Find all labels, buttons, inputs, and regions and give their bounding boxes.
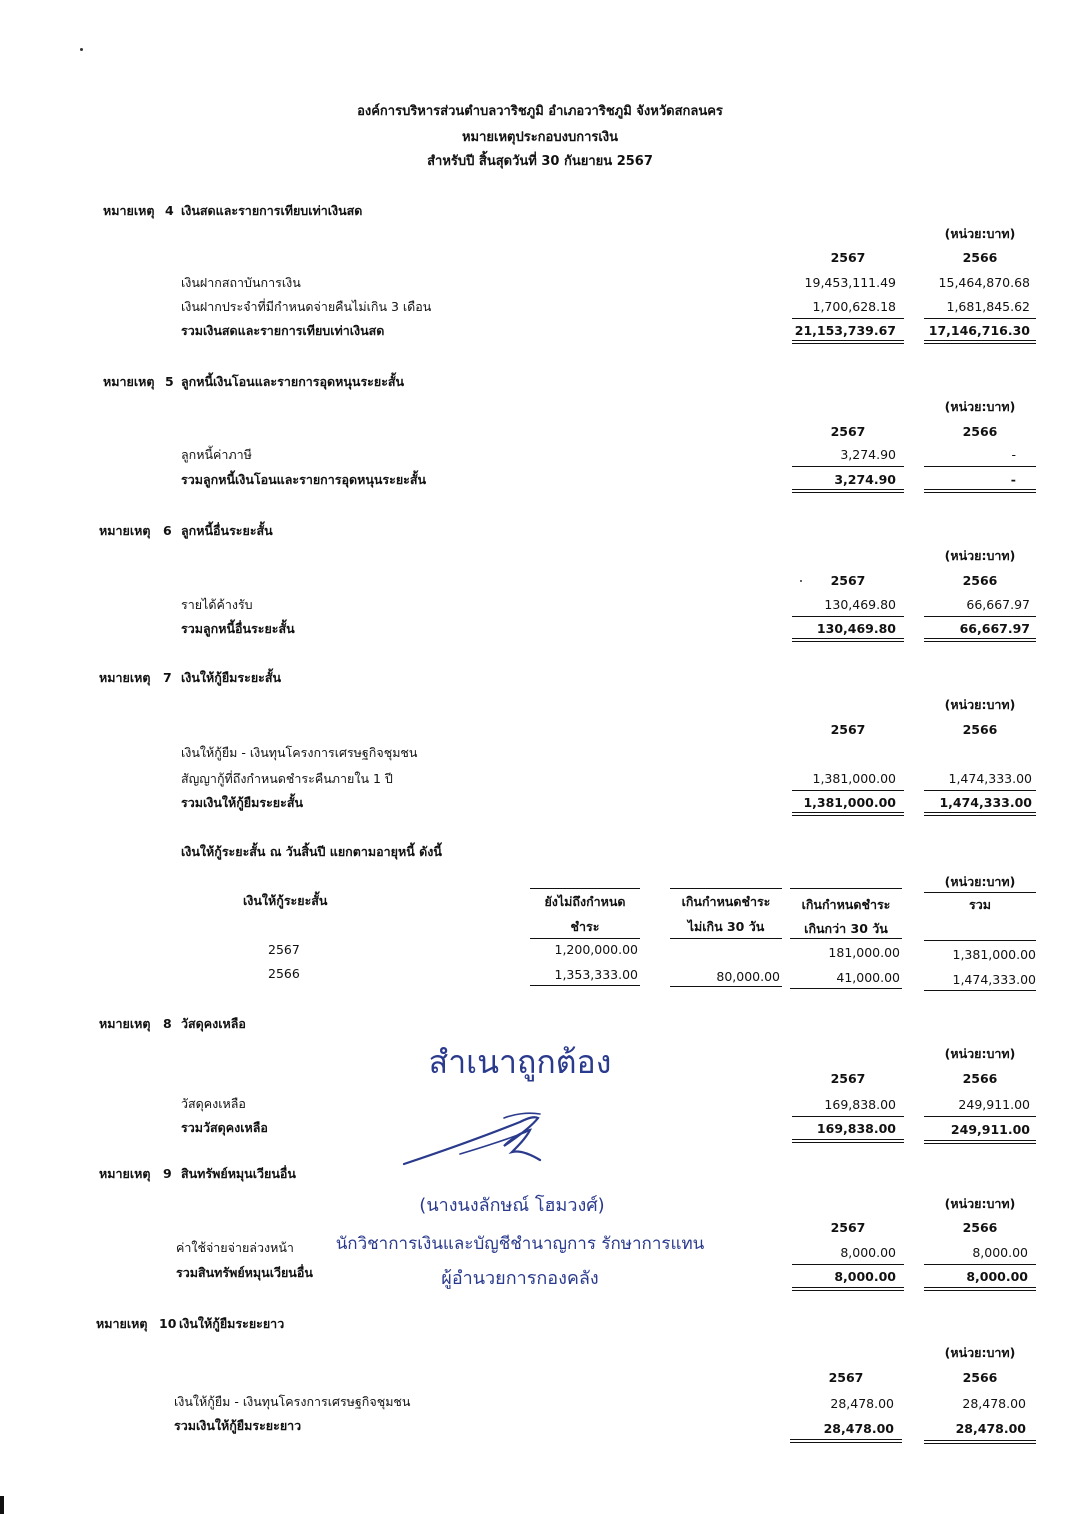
col-top-rule [790, 888, 902, 889]
total-previous: 28,478.00 [955, 1421, 1026, 1436]
scan-speck [80, 48, 83, 51]
row-label: ลูกหนี้ค่าภาษี [181, 447, 252, 462]
subtotal-rule [924, 1264, 1036, 1265]
note-label: หมายเหตุ [99, 523, 151, 538]
value-previous: - [1011, 447, 1016, 462]
col-top-rule [670, 888, 782, 889]
year-header-current: 2567 [830, 250, 866, 265]
note-title: ลูกหนี้อื่นระยะสั้น [181, 523, 273, 538]
total-current: 1,381,000.00 [803, 795, 896, 810]
total-double-rule [924, 340, 1036, 344]
aging-c4: 1,474,333.00 [952, 972, 1036, 987]
note-title: วัสดุคงเหลือ [181, 1016, 246, 1031]
total-label: รวมเงินให้กู้ยืมระยะสั้น [181, 795, 304, 810]
aging-end-rule [924, 990, 1036, 991]
year-header-current: 2567 [830, 1071, 866, 1086]
col-bottom-rule [670, 938, 782, 939]
certified-copy-text: สำเนาถูกต้อง [428, 1043, 612, 1081]
row-label: วัสดุคงเหลือ [181, 1096, 246, 1111]
subtotal-rule [792, 1116, 904, 1117]
aging-row-header: เงินให้กู้ระยะสั้น [243, 893, 328, 908]
note-label: หมายเหตุ [103, 374, 155, 389]
total-double-rule [924, 1440, 1036, 1444]
total-current: 28,478.00 [823, 1421, 894, 1436]
doc-title: หมายเหตุประกอบงบการเงิน [461, 130, 619, 145]
header-rule [924, 892, 1036, 893]
aging-col1-line1: ยังไม่ถึงกำหนด [544, 894, 626, 909]
aging-col2-line2: ไม่เกิน 30 วัน [687, 919, 765, 934]
value-previous: 28,478.00 [962, 1396, 1026, 1411]
note-number: 10 [159, 1316, 177, 1331]
note-number: 8 [163, 1016, 172, 1031]
aging-c1: 1,200,000.00 [554, 942, 638, 957]
note-label: หมายเหตุ [103, 203, 155, 218]
total-current: 21,153,739.67 [794, 323, 896, 338]
note-title: สินทรัพย์หมุนเวียนอื่น [181, 1166, 296, 1181]
total-label: รวมสินทรัพย์หมุนเวียนอื่น [176, 1265, 313, 1280]
value-current: 169,838.00 [824, 1097, 896, 1112]
total-current: 130,469.80 [816, 621, 896, 636]
org-title: องค์การบริหารส่วนตำบลวาริชภูมิ อำเภอวาริชภูมิ จังหวัดสกลนคร [357, 104, 723, 119]
year-header-previous: 2566 [962, 722, 998, 737]
unit-label: (หน่วย:บาท) [944, 548, 1016, 563]
row-label: รายได้ค้างรับ [181, 597, 253, 612]
total-previous: 249,911.00 [950, 1122, 1030, 1137]
note-title: เงินให้กู้ยืมระยะสั้น [181, 670, 282, 685]
value-previous: 66,667.97 [966, 597, 1030, 612]
note-number: 9 [163, 1166, 172, 1181]
year-header-previous: 2566 [962, 424, 998, 439]
col-top-rule [530, 888, 640, 889]
value-current: 19,453,111.49 [804, 275, 896, 290]
subtotal-rule [924, 616, 1036, 617]
col-bottom-rule [790, 938, 902, 939]
year-header-current: 2567 [830, 424, 866, 439]
unit-label: (หน่วย:บาท) [944, 1345, 1016, 1360]
unit-label: (หน่วย:บาท) [944, 1046, 1016, 1061]
row-label: สัญญากู้ที่ถึงกำหนดชำระคืนภายใน 1 ปี [181, 771, 393, 786]
aging-col1-line2: ชำระ [570, 919, 600, 934]
year-header-current: 2567 [830, 1220, 866, 1235]
subtotal-rule [924, 1116, 1036, 1117]
row-label: เงินฝากประจำที่มีกำหนดจ่ายคืนไม่เกิน 3 เดือน [181, 299, 432, 314]
aging-c1: 1,353,333.00 [554, 967, 638, 982]
subtotal-rule [924, 790, 1036, 791]
note-number: 7 [163, 670, 172, 685]
signer-department: ผู้อำนวยการกองคลัง [441, 1268, 599, 1289]
subtotal-rule [924, 466, 1036, 467]
year-header-current: 2567 [828, 1370, 864, 1385]
total-double-rule [792, 489, 904, 493]
value-previous: 15,464,870.68 [938, 275, 1030, 290]
scan-edge-mark [0, 1496, 4, 1514]
unit-label: (หน่วย:บาท) [944, 1196, 1016, 1211]
unit-label: (หน่วย:บาท) [944, 874, 1016, 889]
value-current: 1,700,628.18 [812, 299, 896, 314]
year-header-previous: 2566 [962, 250, 998, 265]
total-previous: 66,667.97 [959, 621, 1030, 636]
aging-end-rule [530, 985, 640, 986]
value-previous: 249,911.00 [958, 1097, 1030, 1112]
unit-label: (หน่วย:บาท) [944, 226, 1016, 241]
year-header-previous: 2566 [962, 1220, 998, 1235]
aging-c3: 181,000.00 [828, 945, 900, 960]
signature-icon [400, 1108, 560, 1170]
total-double-rule [924, 1140, 1036, 1144]
unit-label: (หน่วย:บาท) [944, 399, 1016, 414]
note-number: 5 [165, 374, 174, 389]
value-current: 1,381,000.00 [812, 771, 896, 786]
note-number: 6 [163, 523, 172, 538]
aging-year: 2567 [268, 942, 300, 957]
aging-col3-line1: เกินกำหนดชำระ [801, 897, 891, 912]
note-label: หมายเหตุ [99, 1166, 151, 1181]
total-previous: - [1010, 472, 1016, 487]
total-previous: 8,000.00 [966, 1269, 1028, 1284]
total-current: 169,838.00 [816, 1121, 896, 1136]
note-label: หมายเหตุ [99, 670, 151, 685]
total-double-rule [924, 812, 1036, 816]
aging-c3: 41,000.00 [836, 970, 900, 985]
row-label: เงินฝากสถาบันการเงิน [181, 275, 301, 290]
aging-col3-line2: เกินกว่า 30 วัน [804, 921, 888, 936]
total-label: รวมเงินให้กู้ยืมระยะยาว [174, 1418, 302, 1433]
total-double-rule [924, 638, 1036, 642]
total-current: 3,274.90 [834, 472, 896, 487]
value-previous: 1,681,845.62 [946, 299, 1030, 314]
aging-col2-line1: เกินกำหนดชำระ [681, 894, 771, 909]
row-label: เงินให้กู้ยืม - เงินทุนโครงการเศรษฐกิจชุมชน [174, 1394, 411, 1409]
total-label: รวมเงินสดและรายการเทียบเท่าเงินสด [181, 323, 385, 338]
subtotal-rule [924, 318, 1036, 319]
value-current: 3,274.90 [840, 447, 896, 462]
aging-end-rule [790, 988, 902, 989]
subtotal-rule [792, 790, 904, 791]
aging-year: 2566 [268, 966, 300, 981]
scan-speck [800, 580, 802, 582]
note-title: ลูกหนี้เงินโอนและรายการอุดหนุนระยะสั้น [181, 374, 405, 389]
total-previous: 17,146,716.30 [928, 323, 1030, 338]
signer-name: (นางนงลักษณ์ โฮมวงศ์) [419, 1195, 605, 1216]
aging-col4: รวม [969, 897, 991, 912]
value-current: 8,000.00 [840, 1245, 896, 1260]
total-double-rule [924, 489, 1036, 493]
value-current: 28,478.00 [830, 1396, 894, 1411]
row-label: ค่าใช้จ่ายจ่ายล่วงหน้า [176, 1240, 294, 1255]
year-header-previous: 2566 [962, 573, 998, 588]
total-label: รวมลูกหนี้อื่นระยะสั้น [181, 621, 295, 636]
year-header-current: 2567 [830, 722, 866, 737]
value-current: 130,469.80 [824, 597, 896, 612]
subtotal-rule [792, 318, 904, 319]
total-double-rule [792, 812, 904, 816]
note-label: หมายเหตุ [99, 1016, 151, 1031]
aging-c4: 1,381,000.00 [952, 947, 1036, 962]
note-number: 4 [165, 203, 174, 218]
note-title: เงินสดและรายการเทียบเท่าเงินสด [181, 203, 363, 218]
total-double-rule [790, 1439, 902, 1443]
subtotal-rule [792, 466, 904, 467]
total-label: รวมลูกหนี้เงินโอนและรายการอุดหนุนระยะสั้น [181, 472, 427, 487]
col-bottom-rule [530, 938, 640, 939]
subtotal-rule [792, 1264, 904, 1265]
total-double-rule [792, 638, 904, 642]
col-bottom-rule [924, 940, 1036, 941]
total-current: 8,000.00 [834, 1269, 896, 1284]
year-header-previous: 2566 [962, 1370, 998, 1385]
aging-end-rule [670, 986, 782, 987]
note-label: หมายเหตุ [96, 1316, 148, 1331]
value-previous: 8,000.00 [972, 1245, 1028, 1260]
period-title: สำหรับปี สิ้นสุดวันที่ 30 กันยายน 2567 [427, 154, 653, 169]
total-double-rule [792, 1139, 904, 1143]
year-header-current: 2567 [830, 573, 866, 588]
value-previous: 1,474,333.00 [948, 771, 1032, 786]
year-header-previous: 2566 [962, 1071, 998, 1086]
signer-position: นักวิชาการเงินและบัญชีชำนาญการ รักษาการแทน [335, 1234, 705, 1254]
aging-title: เงินให้กู้ระยะสั้น ณ วันสิ้นปี แยกตามอายุหนี้ ดังนี้ [181, 844, 442, 859]
subtotal-rule [792, 616, 904, 617]
aging-c2: 80,000.00 [716, 969, 780, 984]
note-title: เงินให้กู้ยืมระยะยาว [179, 1316, 285, 1331]
total-previous: 1,474,333.00 [939, 795, 1032, 810]
row-group-label: เงินให้กู้ยืม - เงินทุนโครงการเศรษฐกิจชุมชน [181, 745, 418, 760]
unit-label: (หน่วย:บาท) [944, 697, 1016, 712]
total-label: รวมวัสดุคงเหลือ [181, 1120, 268, 1135]
total-double-rule [792, 340, 904, 344]
